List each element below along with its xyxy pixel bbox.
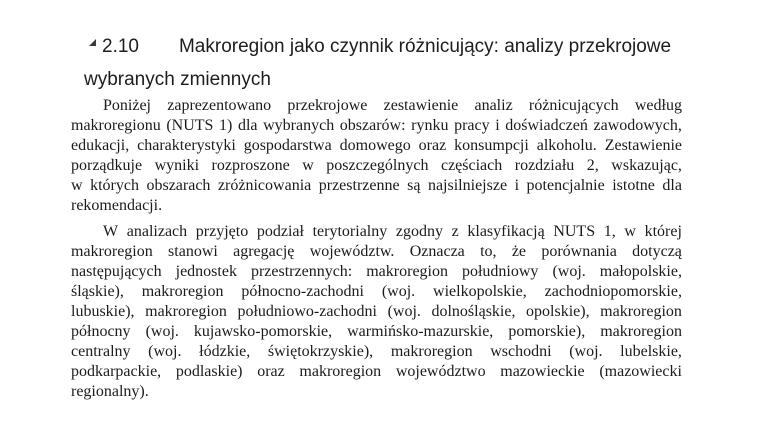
heading-line-1: [84, 30, 744, 63]
text-line: rekomendacji.: [71, 197, 163, 214]
text-line: makroregionu (NUTS 1) dla wybranych obszarów: rynku pracy i doświadczeń zawodowych,: [71, 117, 682, 134]
heading-number: 2.10: [102, 36, 139, 57]
heading-title-line2: wybranych zmiennych: [84, 69, 271, 90]
text-line: lubuskie), makroregion południowo-zachodni (woj. dolnośląskie, opolskie), makroregion: [71, 303, 682, 320]
paragraph-1: [71, 96, 682, 216]
body-text-block: [71, 96, 682, 402]
paragraph-2: [71, 222, 682, 402]
text-line: edukacji, charakterystyki gospodarstwa domowego oraz konsumpcji alkoholu. Zestawienie: [71, 137, 682, 154]
text-line: północny (woj. kujawsko-pomorskie, warmińsko-mazurskie, pomorskie), makroregion: [71, 323, 682, 340]
text-line: Poniżej zaprezentowano przekrojowe zestawienie analiz różnicujących według: [103, 97, 682, 114]
heading-title-line1: Makroregion jako czynnik różnicujący: analizy przekrojowe: [178, 36, 672, 57]
text-line: następujących jednostek przestrzennych: makroregion południowy (woj. małopolskie,: [71, 263, 682, 280]
text-line: śląskie), makroregion północno-zachodni (woj. wielkopolskie, zachodniopomorskie,: [71, 283, 682, 300]
text-line: podkarpackie, podlaskie) oraz makroregion województwo mazowieckie (mazowiecki: [71, 363, 682, 380]
text-line: W analizach przyjęto podział terytorialny zgodny z klasyfikacją NUTS 1, w której: [103, 223, 682, 240]
section-heading: [84, 30, 744, 96]
text-line: regionalny).: [71, 383, 149, 400]
text-line: centralny (woj. łódzkie, świętokrzyskie), makroregion wschodni (woj. lubelskie,: [71, 343, 682, 360]
text-line: porządkuje wyniki rozproszone w poszczególnych częściach rozdziału 2, wskazując,: [71, 157, 682, 174]
text-line: w których obszarach zróżnicowania przestrzenne są najsilniejsze i potencjalnie istotne dla: [71, 177, 682, 194]
heading-collapse-triangle-icon[interactable]: [89, 39, 96, 46]
text-line: makroregion stanowi agregację województw. Oznacza to, że porównania dotyczą: [71, 243, 682, 260]
